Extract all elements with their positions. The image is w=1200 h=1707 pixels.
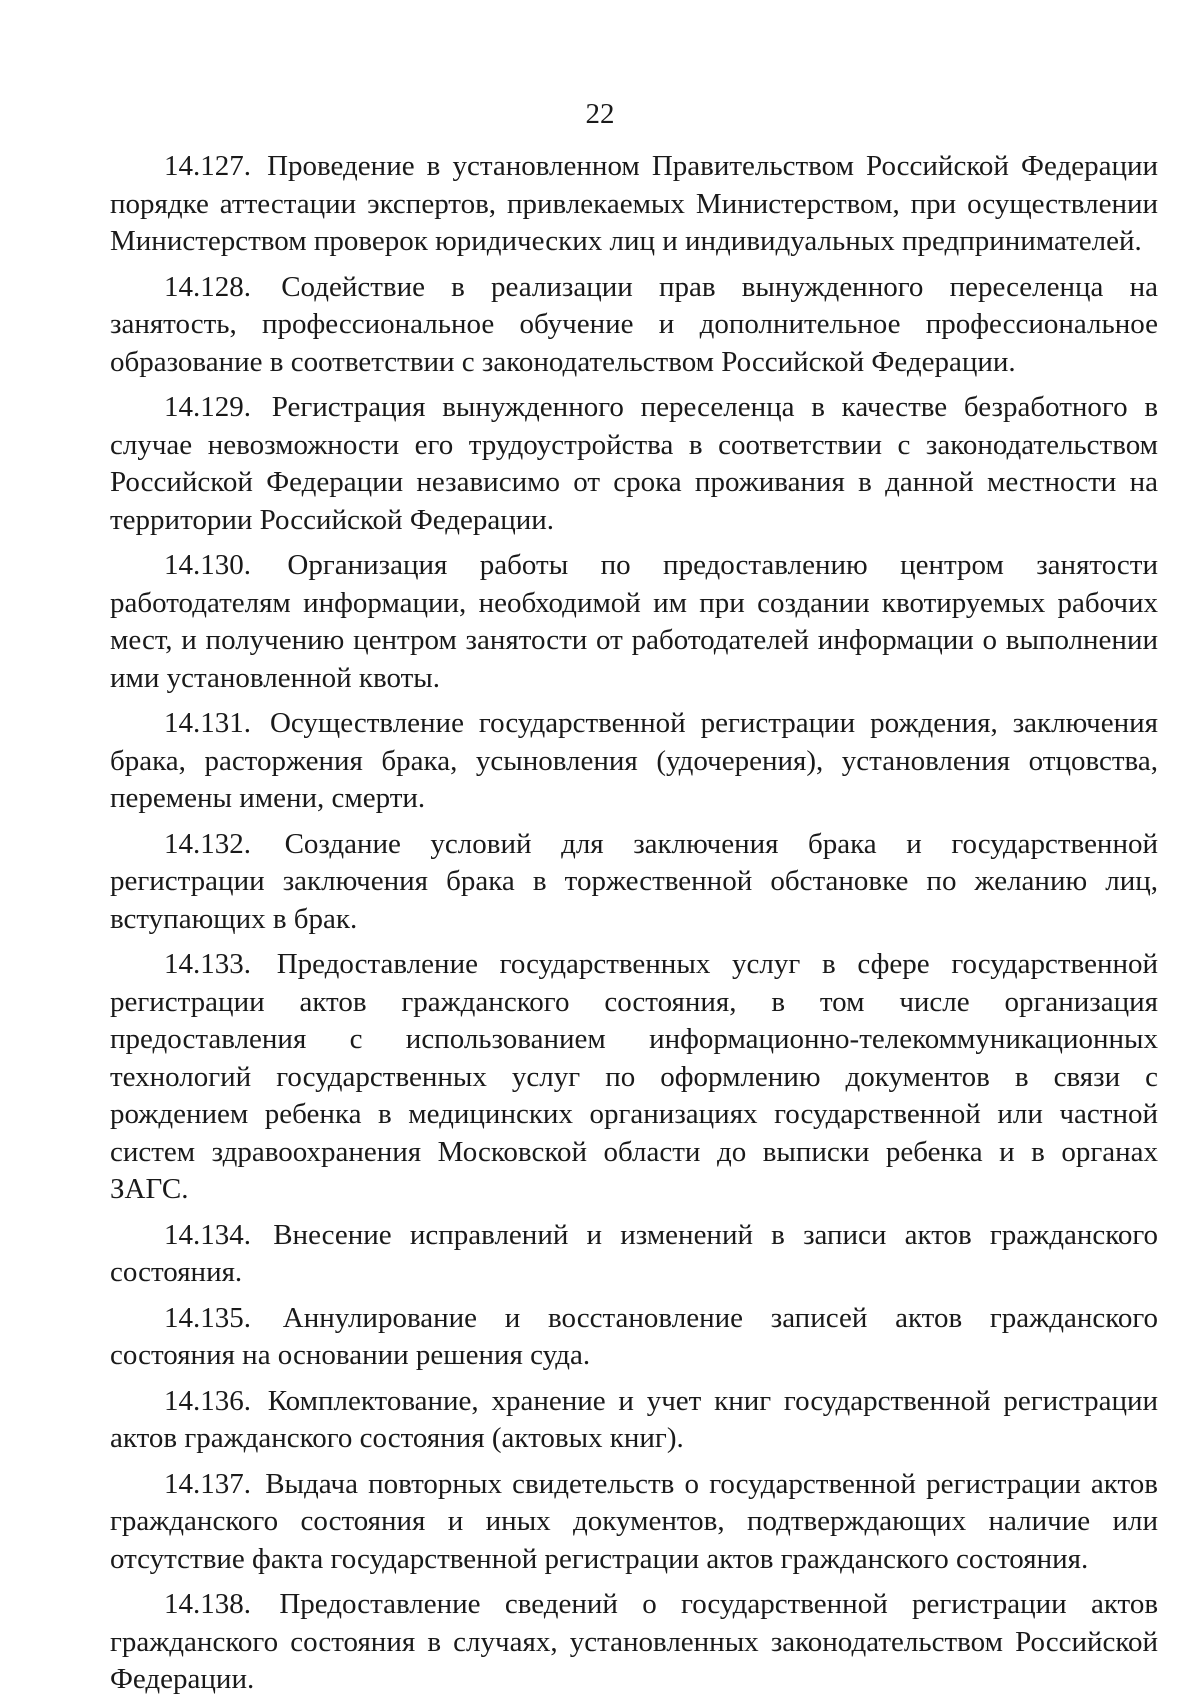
paragraph-text: Организация работы по предоставлению центром занятости работодателям информации, необходимой им при создании квотируемых рабочих мест, и получению центром занятости от работодателей информации о выполнении ими установленной квоты. — [110, 549, 1158, 694]
paragraph-14-131 — [110, 705, 1158, 818]
paragraph-14-138 — [110, 1586, 1158, 1699]
paragraph-14-128 — [110, 269, 1158, 382]
paragraph-text: Предоставление государственных услуг в сфере государственной регистрации актов гражданского состояния, в том числе организация предоставления с использованием информационно-телекоммуникационных технологий государственных услуг по оформлению документов в связи с рождением ребенка в медицинских организациях государственной или частной систем здравоохранения Московской области до выписки ребенка и в органах ЗАГС. — [110, 948, 1159, 1205]
paragraph-number: 14.128. — [164, 270, 251, 303]
paragraph-14-130 — [110, 547, 1158, 697]
paragraph-number: 14.134. — [164, 1218, 251, 1251]
document-body — [110, 148, 1158, 1707]
paragraph-number: 14.127. — [164, 150, 251, 182]
paragraph-text: Содействие в реализации прав вынужденного переселенца на занятость, профессиональное обучение и дополнительное профессиональное образование в соответствии с законодательством Российской Федерации. — [110, 270, 1158, 378]
paragraph-number: 14.131. — [164, 707, 251, 739]
paragraph-text: Создание условий для заключения брака и государственной регистрации заключения брака в торжественной обстановке по желанию лиц, вступающих в брак. — [110, 827, 1158, 935]
paragraph-number: 14.138. — [164, 1588, 251, 1620]
paragraph-14-127 — [110, 148, 1158, 261]
paragraph-number: 14.137. — [164, 1467, 251, 1500]
paragraph-number: 14.133. — [164, 948, 251, 980]
paragraph-text: Регистрация вынужденного переселенца в качестве безработного в случае невозможности его трудоустройства в соответствии с законодательством Российской Федерации независимо от срока проживания в данной местности на территории Российской Федерации. — [110, 391, 1159, 536]
paragraph-number: 14.136. — [164, 1384, 251, 1417]
paragraph-text: Предоставление сведений о государственной регистрации актов гражданского состояния в случаях, установленных законодательством Российской Федерации. — [110, 1588, 1159, 1695]
paragraph-text: Комплектование, хранение и учет книг государственной регистрации актов гражданского состояния (актовых книг). — [110, 1384, 1158, 1454]
paragraph-text: Осуществление государственной регистрации рождения, заключения брака, расторжения брака, усыновления (удочерения), установления отцовства, перемены имени, смерти. — [110, 707, 1158, 814]
paragraph-14-133 — [110, 946, 1158, 1209]
paragraph-14-137 — [110, 1466, 1158, 1579]
paragraph-14-129 — [110, 389, 1158, 539]
paragraph-text: Аннулирование и восстановление записей актов гражданского состояния на основании решения суда. — [110, 1301, 1159, 1371]
paragraph-text: Выдача повторных свидетельств о государственной регистрации актов гражданского состояния и иных документов, подтверждающих наличие или отсутствие факта государственной регистрации актов гражданского состояния. — [110, 1467, 1158, 1575]
paragraph-14-132 — [110, 826, 1158, 939]
paragraph-number: 14.135. — [164, 1301, 251, 1334]
paragraph-number: 14.130. — [164, 549, 251, 581]
paragraph-text: Проведение в установленном Правительством Российской Федерации порядке аттестации экспертов, привлекаемых Министерством, при осуществлении Министерством проверок юридических лиц и индивидуальных предпринимателей. — [110, 150, 1159, 257]
paragraph-14-135 — [110, 1300, 1158, 1375]
paragraph-number: 14.129. — [164, 391, 251, 423]
paragraph-14-134 — [110, 1217, 1158, 1292]
paragraph-text: Внесение исправлений и изменений в записи актов гражданского состояния. — [110, 1218, 1158, 1288]
paragraph-14-136 — [110, 1383, 1158, 1458]
page-number: 22 — [585, 98, 615, 130]
paragraph-number: 14.132. — [164, 827, 251, 860]
